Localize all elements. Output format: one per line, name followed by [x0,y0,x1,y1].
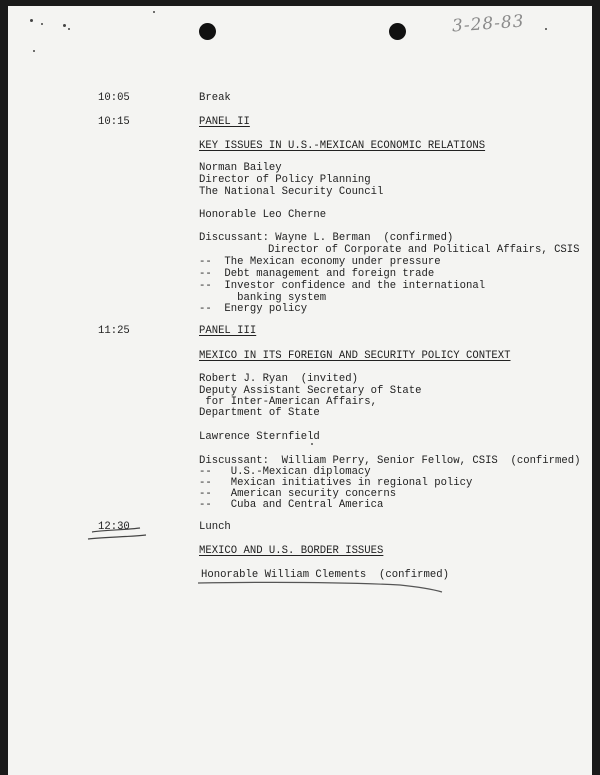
panel2-speaker1-org: The National Security Council [199,186,384,198]
panel3-discussant: Discussant: William Perry, Senior Fellow, CSIS (confirmed) [199,455,581,467]
panel3-title: PANEL III [199,325,257,337]
panel3-topic: -- American security concerns [199,488,397,500]
panel3-speaker1-org: Department of State [199,407,320,419]
pen-underline-time-2 [88,535,146,539]
panel3-speaker2: Lawrence Sternfield [199,431,320,443]
panel2-topic: -- Investor confidence and the international [199,280,486,292]
panel3-topic: -- U.S.-Mexican diplomacy [199,466,371,478]
panel2-title: PANEL II [199,116,250,128]
lunch-speaker: Honorable William Clements (confirmed) [201,569,449,581]
panel2-speaker1-name: Norman Bailey [199,162,282,174]
lunch-heading: MEXICO AND U.S. BORDER ISSUES [199,545,384,557]
time-panel2: 10:15 [98,116,130,128]
panel3-speaker1-name: Robert J. Ryan (invited) [199,373,358,385]
time-panel3: 11:25 [98,325,130,337]
lunch-label: Lunch [199,521,231,533]
panel3-heading: MEXICO IN ITS FOREIGN AND SECURITY POLICY CONTEXT [199,350,511,362]
panel3-topic: -- Cuba and Central America [199,499,384,511]
panel2-topic: -- The Mexican economy under pressure [199,256,441,268]
panel2-topic: banking system [199,292,327,304]
pen-dot [311,443,313,445]
pen-underline-time [92,528,140,532]
pen-underline-speaker [198,582,442,592]
panel2-topic: -- Energy policy [199,303,308,315]
panel3-speaker1-affairs: for Inter-American Affairs, [199,396,378,408]
panel3-topic: -- Mexican initiatives in regional policy [199,477,473,489]
panel2-heading: KEY ISSUES IN U.S.-MEXICAN ECONOMIC RELATIONS [199,140,486,152]
handwritten-date: 3-28-83 [451,11,526,37]
time-lunch: 12:30 [98,521,130,533]
break-label: Break [199,92,231,104]
panel2-speaker2: Honorable Leo Cherne [199,209,327,221]
panel2-discussant: Discussant: Wayne L. Berman (confirmed) [199,232,454,244]
panel3-speaker1-title: Deputy Assistant Secretary of State [199,385,422,397]
panel2-speaker1-title: Director of Policy Planning [199,174,371,186]
panel2-topic: -- Debt management and foreign trade [199,268,435,280]
time-break: 10:05 [98,92,130,104]
panel2-discussant-title: Director of Corporate and Political Affairs, CSIS [268,244,580,256]
